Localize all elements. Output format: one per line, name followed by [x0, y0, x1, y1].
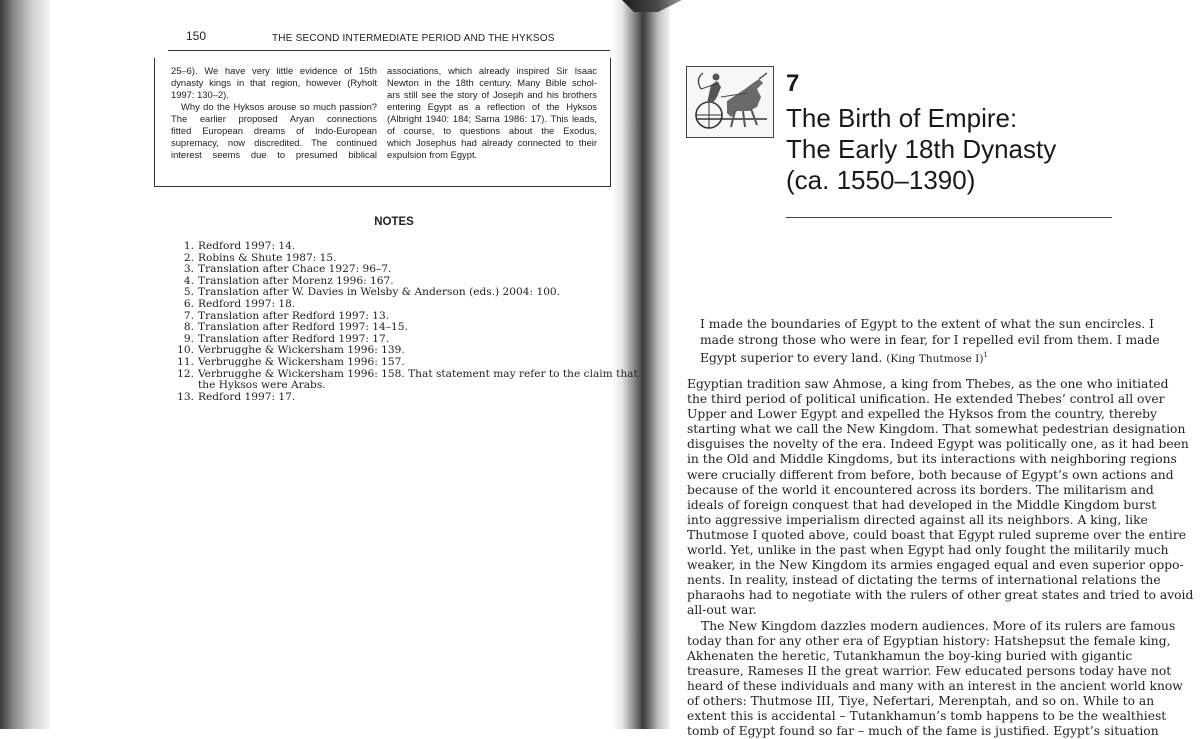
- body-line: starting what we call the New Kingdom. That somewhat pedestrian designation: [687, 422, 1186, 437]
- note-text: Translation after Redford 1997: 14–15.: [198, 321, 408, 334]
- box-line: dynasty kings in that region, however (Ryholt: [171, 77, 377, 88]
- footnote-marker: 1: [983, 351, 988, 359]
- body-line: The New Kingdom dazzles modern audiences. More of its rulers are famous: [701, 618, 1176, 633]
- epigraph-line: made strong those who were in fear, for I repelled evil from them. I made: [700, 332, 1160, 347]
- box-line: (Albright 1940: 184; Sarna 1986: 17). This leads,: [387, 113, 597, 124]
- note-number: 7.: [183, 309, 194, 322]
- body-line: Thutmose I quoted above, could boast that Egypt ruled supreme over the entire: [687, 527, 1186, 542]
- chapter-body: [687, 377, 1194, 739]
- notes-list: [172, 240, 638, 403]
- box-column-left: [171, 65, 377, 161]
- box-line: 25–6). We have very little evidence of 15th: [171, 65, 377, 76]
- box-line: of course, to questions about the Exodus,: [387, 125, 597, 136]
- chariot-emblem-icon: [686, 66, 774, 138]
- note-number: 6.: [183, 297, 194, 310]
- box-line: Why do the Hyksos arouse so much passion?: [181, 101, 377, 112]
- note-text: Translation after Redford 1997: 13.: [198, 309, 390, 322]
- epigraph-attribution: (King Thutmose I): [886, 353, 984, 366]
- box-line: The earlier proposed Aryan connections: [171, 113, 377, 124]
- box-line: supremacy, now discredited. The continued: [171, 137, 377, 148]
- body-line: nents. In reality, instead of dictating the terms of international relations the: [687, 573, 1161, 588]
- note-number: 10.: [177, 344, 194, 357]
- note-text: Verbrugghe & Wickersham 1996: 139.: [198, 344, 405, 357]
- title-rule: [786, 217, 1112, 218]
- body-line: extent this is accidental – Tutankhamun’s tomb happens to be the wealthiest: [687, 709, 1167, 724]
- boxed-text: [154, 58, 611, 187]
- body-line: were crucially different from before, both because of Egypt’s own actions and: [687, 467, 1174, 482]
- body-line: Upper and Lower Egypt and expelled the Hyksos from the country, thereby: [687, 407, 1157, 422]
- note-number: 8.: [183, 321, 194, 334]
- note-number: 13.: [177, 390, 194, 403]
- book-gutter: [612, 0, 670, 729]
- box-line: ars still see the story of Joseph and his brothers: [387, 89, 597, 100]
- box-line: associations, which already inspired Sir Isaac: [387, 65, 597, 76]
- box-line: Newton in the 18th century. Many Bible schol-: [387, 77, 597, 88]
- note-item: [172, 367, 638, 392]
- note-number: 12.: [177, 367, 194, 380]
- note-text: Translation after Chace 1927: 96–7.: [198, 263, 392, 276]
- box-line: interest seems due to presumed biblical: [171, 149, 377, 160]
- body-line: tomb of Egypt found so far – much of the fame is justified. Egypt’s situation: [687, 724, 1159, 739]
- note-text: Verbrugghe & Wickersham 1996: 157.: [198, 355, 405, 368]
- note-number: 5.: [183, 286, 194, 299]
- note-text: Redford 1997: 14.: [198, 240, 296, 252]
- body-line: all-out war.: [687, 603, 757, 618]
- note-text: Robins & Shute 1987: 15.: [198, 251, 337, 264]
- notes-heading: NOTES: [374, 216, 414, 228]
- note-text: Redford 1997: 18.: [198, 297, 296, 310]
- epigraph-line: Egypt superior to every land.: [700, 351, 883, 366]
- body-line: world. Yet, unlike in the past when Egypt had only fought the militarily much: [687, 543, 1169, 558]
- body-line: into aggressive imperialism directed against all its neighbors. A king, like: [687, 512, 1148, 527]
- note-number: 9.: [183, 332, 194, 345]
- chapter-number: 7: [786, 70, 800, 97]
- box-line: 1997: 130–2).: [171, 89, 229, 100]
- box-line: entering Egypt as a reflection of the Hyksos: [387, 101, 597, 112]
- note-text: Translation after Morenz 1996: 167.: [198, 274, 394, 287]
- body-line: heard of these individuals and many with an interest in the ancient world know: [687, 678, 1183, 693]
- note-number: 3.: [183, 263, 194, 276]
- chapter-title-line: The Early 18th Dynasty: [786, 134, 1057, 164]
- box-line: which Josephus had already connected to their: [387, 137, 597, 148]
- header-rule: [168, 50, 610, 51]
- note-text: Redford 1997: 17.: [198, 390, 296, 403]
- body-line: Akhenaten the heretic, Tutankhamun the boy-king buried with gigantic: [687, 648, 1133, 663]
- chapter-title-line: The Birth of Empire:: [786, 103, 1018, 133]
- note-number: 2.: [183, 251, 194, 264]
- epigraph-line: I made the boundaries of Egypt to the extent of what the sun encircles. I: [700, 317, 1154, 331]
- page-number: 150: [186, 29, 207, 43]
- body-line: because of the world it encountered across its borders. The militarism and: [687, 482, 1154, 497]
- box-column-right: [387, 65, 597, 161]
- note-text-continuation: the Hyksos were Arabs.: [198, 379, 326, 392]
- body-line: weaker, in the New Kingdom its armies engaged equal and even superior oppo-: [687, 558, 1184, 573]
- scan-edge-shadow: [0, 0, 50, 729]
- note-text: Translation after Redford 1997: 17.: [198, 332, 390, 345]
- body-line: Egyptian tradition saw Ahmose, a king from Thebes, as the one who initiated: [687, 377, 1169, 391]
- body-line: treasure, Rameses II the great warrior. Few educated persons today have not: [687, 663, 1172, 678]
- note-text: Translation after W. Davies in Welsby & Anderson (eds.) 2004: 100.: [198, 286, 561, 299]
- body-line: in the Old and Middle Kingdoms, but its interactions with neighboring regions: [687, 452, 1177, 467]
- note-number: 1.: [183, 240, 194, 252]
- note-number: 11.: [177, 355, 194, 368]
- body-line: pharaohs had to negotiate with the rulers of other great states and tried to avoid: [687, 588, 1194, 603]
- epigraph: [700, 317, 1160, 368]
- note-item: [172, 392, 612, 404]
- body-line: ideals of foreign conquest that had developed in the Middle Kingdom burst: [687, 497, 1157, 512]
- body-line: the third period of political unification. He extended Thebes’ control all over: [687, 392, 1165, 407]
- note-number: 4.: [183, 274, 194, 287]
- body-line: of others: Thutmose III, Tiye, Nefertari, Merenptah, and so on. While to an: [687, 693, 1155, 708]
- body-line: disguises the novelty of the era. Indeed Egypt was politically one, as it had been: [687, 437, 1189, 452]
- note-text: Verbrugghe & Wickersham 1996: 158. That statement may refer to the claim that: [198, 367, 638, 380]
- running-head: THE SECOND INTERMEDIATE PERIOD AND THE HYKSOS: [272, 33, 555, 44]
- chapter-title-line: (ca. 1550–1390): [786, 165, 976, 195]
- box-line: expulsion from Egypt.: [387, 149, 478, 160]
- chapter-title: [786, 103, 1116, 196]
- body-line: today than for any other era of Egyptian history: Hatshepsut the female king,: [687, 633, 1171, 648]
- box-line: fitted European dreams of Indo-European: [171, 125, 377, 136]
